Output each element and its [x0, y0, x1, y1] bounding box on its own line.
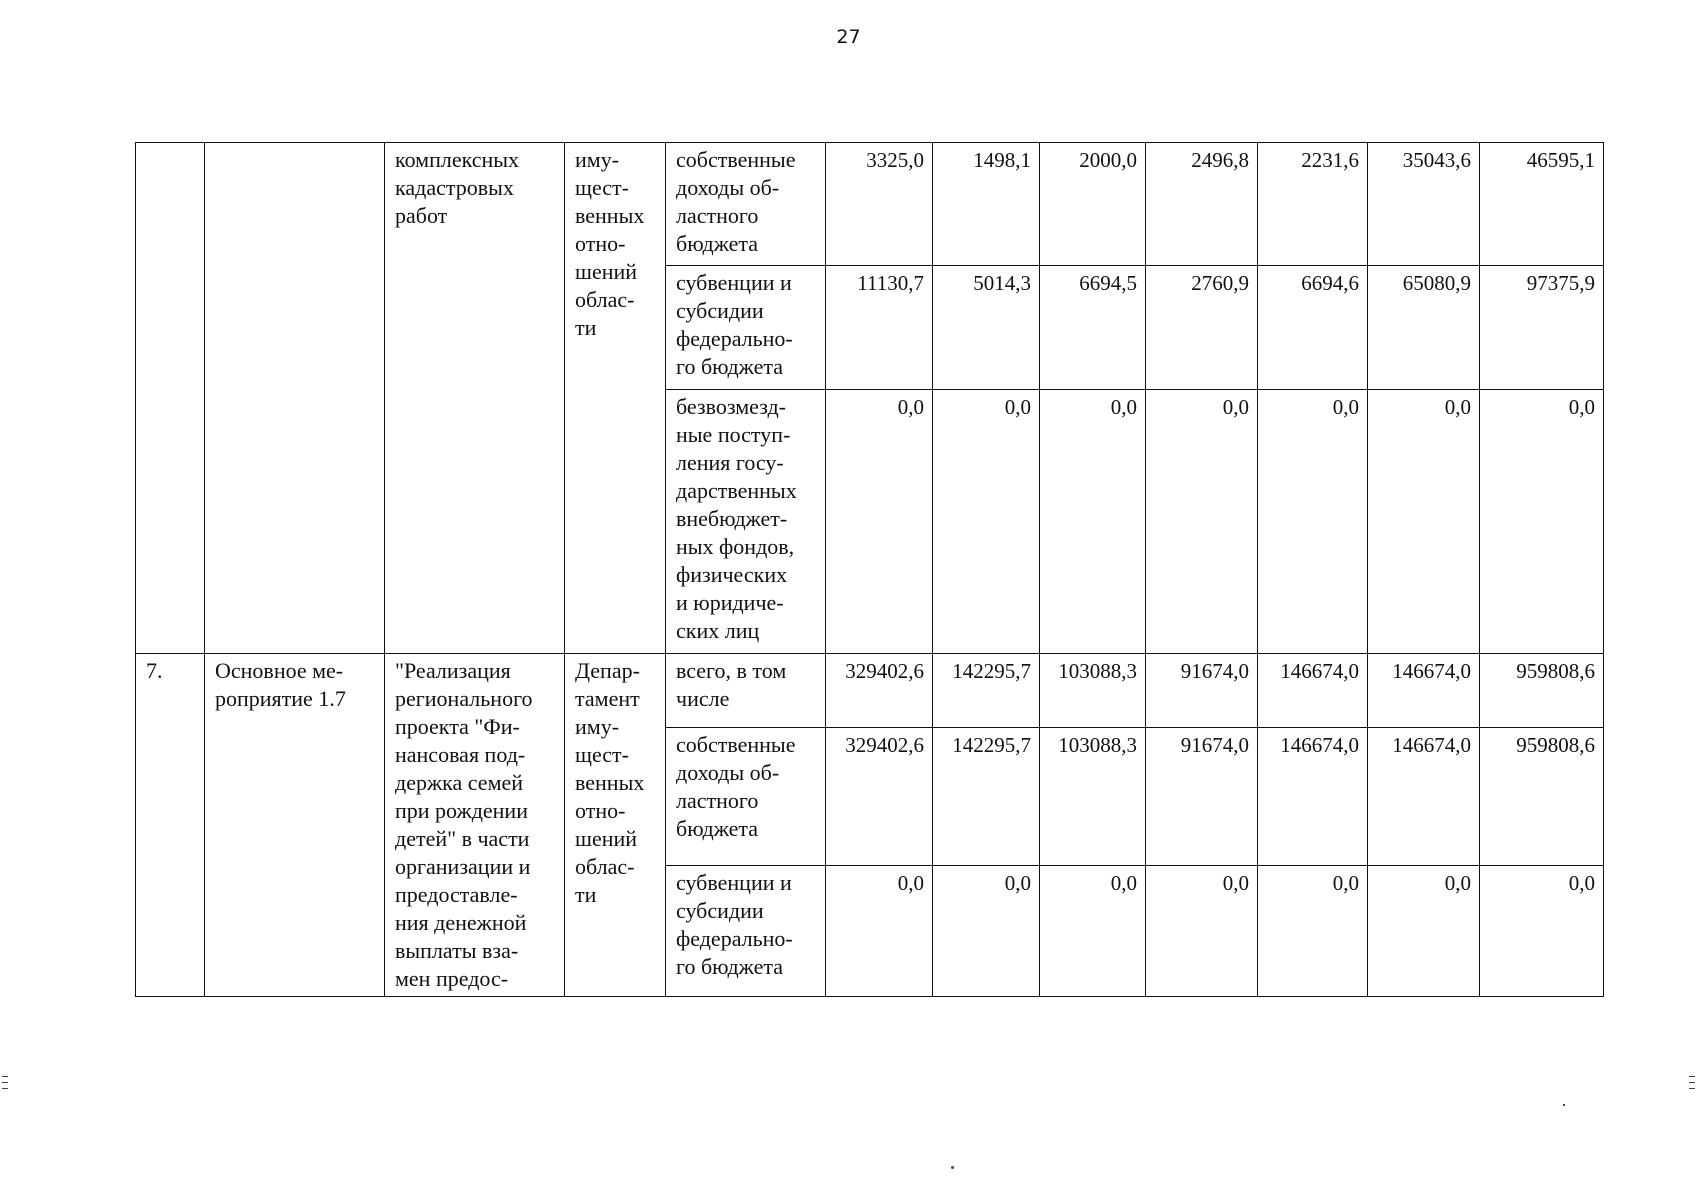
measure-description-cell	[385, 654, 565, 997]
value-cell: 329402,6	[826, 654, 933, 728]
text-line: щест-	[575, 175, 629, 200]
text-line: федерально-	[676, 926, 793, 952]
text-line: ления госу-	[676, 450, 784, 475]
value-cell: 65080,9	[1368, 266, 1480, 390]
text-line: внебюджет-	[676, 506, 788, 531]
total-value-cell: 46595,1	[1480, 143, 1604, 266]
text-line: субсидии	[676, 898, 764, 924]
text-line: ских лиц	[676, 618, 760, 643]
table-row	[136, 143, 1604, 266]
text-line: ти	[575, 315, 597, 340]
value-cell: 0,0	[1258, 866, 1368, 997]
value-cell: 0,0	[1040, 866, 1146, 997]
value-cell: 0,0	[933, 866, 1040, 997]
text-line: мен предос-	[395, 966, 509, 991]
value-cell: 146674,0	[1258, 727, 1368, 866]
text-line: дарственных	[676, 478, 797, 503]
executor-cell	[565, 654, 666, 997]
text-line: федерально-	[676, 326, 793, 351]
value-cell: 0,0	[933, 390, 1040, 654]
text-line: детей" в части	[395, 826, 530, 851]
budget-table	[135, 142, 1604, 997]
measure-description-cell	[385, 143, 565, 654]
table-row	[136, 654, 1604, 728]
text-line: ластного	[676, 203, 759, 228]
text-line: ния денежной	[395, 910, 527, 935]
total-value-cell: 0,0	[1480, 390, 1604, 654]
value-cell: 2000,0	[1040, 143, 1146, 266]
value-cell: 5014,3	[933, 266, 1040, 390]
text-line: венных	[575, 770, 645, 795]
value-cell: 6694,6	[1258, 266, 1368, 390]
text-line: всего, в том	[676, 658, 787, 683]
scan-mark	[2, 1076, 8, 1077]
total-value-cell: 0,0	[1480, 866, 1604, 997]
scan-mark	[1689, 1076, 1695, 1077]
value-cell: 146674,0	[1258, 654, 1368, 728]
text-line: физических	[676, 562, 788, 587]
value-cell: 0,0	[1146, 866, 1258, 997]
text-line: держка семей	[395, 770, 524, 795]
funding-source-cell	[666, 390, 826, 654]
text-line: проекта "Фи-	[395, 714, 520, 739]
text-line: облас-	[575, 287, 635, 312]
funding-source-cell	[666, 266, 826, 390]
scan-mark	[2, 1082, 8, 1083]
text-line: тамент	[575, 686, 640, 711]
text-line: "Реализация	[395, 658, 511, 683]
text-line: отно-	[575, 798, 626, 823]
value-cell: 3325,0	[826, 143, 933, 266]
scan-dot	[1563, 1104, 1565, 1106]
value-cell: 0,0	[826, 390, 933, 654]
text-line: роприятие 1.7	[215, 686, 346, 711]
value-cell: 2760,9	[1146, 266, 1258, 390]
text-line: го бюджета	[676, 954, 784, 980]
text-line: ти	[575, 882, 597, 907]
page-number: 27	[836, 26, 861, 48]
value-cell: 91674,0	[1146, 727, 1258, 866]
text-line: Основное ме-	[215, 658, 344, 683]
text-line: предоставле-	[395, 882, 518, 907]
text-line: и юридиче-	[676, 590, 784, 615]
text-line: при рождении	[395, 798, 528, 823]
text-line: шений	[575, 259, 638, 284]
value-cell: 0,0	[1368, 390, 1480, 654]
text-line: доходы об-	[676, 175, 780, 200]
text-line: доходы об-	[676, 759, 780, 785]
text-line: субвенции и	[676, 870, 792, 896]
total-value-cell: 97375,9	[1480, 266, 1604, 390]
total-value-cell: 959808,6	[1480, 654, 1604, 728]
value-cell: 6694,5	[1040, 266, 1146, 390]
text-line: работ	[395, 203, 448, 228]
text-line: кадастровых	[395, 175, 514, 200]
text-line: иму-	[575, 147, 620, 172]
text-line: го бюджета	[676, 354, 784, 379]
text-line: безвозмезд-	[676, 394, 787, 419]
funding-source-cell	[666, 143, 826, 266]
value-cell: 103088,3	[1040, 727, 1146, 866]
text-line: комплексных	[395, 147, 520, 172]
value-cell: 0,0	[826, 866, 933, 997]
row-number-cell: 7.	[136, 654, 205, 997]
text-line: регионального	[395, 686, 533, 711]
text-line: щест-	[575, 742, 629, 767]
value-cell: 11130,7	[826, 266, 933, 390]
executor-cell	[565, 143, 666, 654]
funding-source-cell	[666, 866, 826, 997]
name-cell	[205, 654, 385, 997]
value-cell: 329402,6	[826, 727, 933, 866]
value-cell: 0,0	[1258, 390, 1368, 654]
text-line: иму-	[575, 714, 620, 739]
text-line: выплаты вза-	[395, 938, 519, 963]
text-line: субсидии	[676, 298, 764, 323]
name-cell	[205, 143, 385, 654]
text-line: нансовая под-	[395, 742, 526, 767]
text-line: ных фондов,	[676, 534, 795, 559]
scan-mark	[2, 1088, 8, 1089]
text-line: собственные	[676, 147, 796, 172]
value-cell: 146674,0	[1368, 727, 1480, 866]
value-cell: 35043,6	[1368, 143, 1480, 266]
value-cell: 1498,1	[933, 143, 1040, 266]
value-cell: 91674,0	[1146, 654, 1258, 728]
value-cell: 2231,6	[1258, 143, 1368, 266]
text-line: субвенции и	[676, 270, 792, 295]
value-cell: 103088,3	[1040, 654, 1146, 728]
text-line: бюджета	[676, 231, 759, 256]
value-cell: 146674,0	[1368, 654, 1480, 728]
text-line: числе	[676, 686, 730, 711]
text-line: шений	[575, 826, 638, 851]
value-cell: 142295,7	[933, 727, 1040, 866]
text-line: собственные	[676, 731, 796, 757]
scan-dot	[951, 1166, 954, 1169]
value-cell: 0,0	[1040, 390, 1146, 654]
scan-mark	[1689, 1088, 1695, 1089]
text-line: организации и	[395, 854, 531, 879]
total-value-cell: 959808,6	[1480, 727, 1604, 866]
text-line: Депар-	[575, 658, 640, 683]
funding-source-cell	[666, 654, 826, 728]
text-line: отно-	[575, 231, 626, 256]
funding-source-cell	[666, 727, 826, 866]
value-cell: 0,0	[1146, 390, 1258, 654]
value-cell: 2496,8	[1146, 143, 1258, 266]
row-number-cell	[136, 143, 205, 654]
text-line: облас-	[575, 854, 635, 879]
text-line: ластного	[676, 787, 759, 813]
value-cell: 0,0	[1368, 866, 1480, 997]
text-line: венных	[575, 203, 645, 228]
text-line: бюджета	[676, 815, 759, 841]
text-line: ные поступ-	[676, 422, 791, 447]
scan-mark	[1689, 1082, 1695, 1083]
value-cell: 142295,7	[933, 654, 1040, 728]
